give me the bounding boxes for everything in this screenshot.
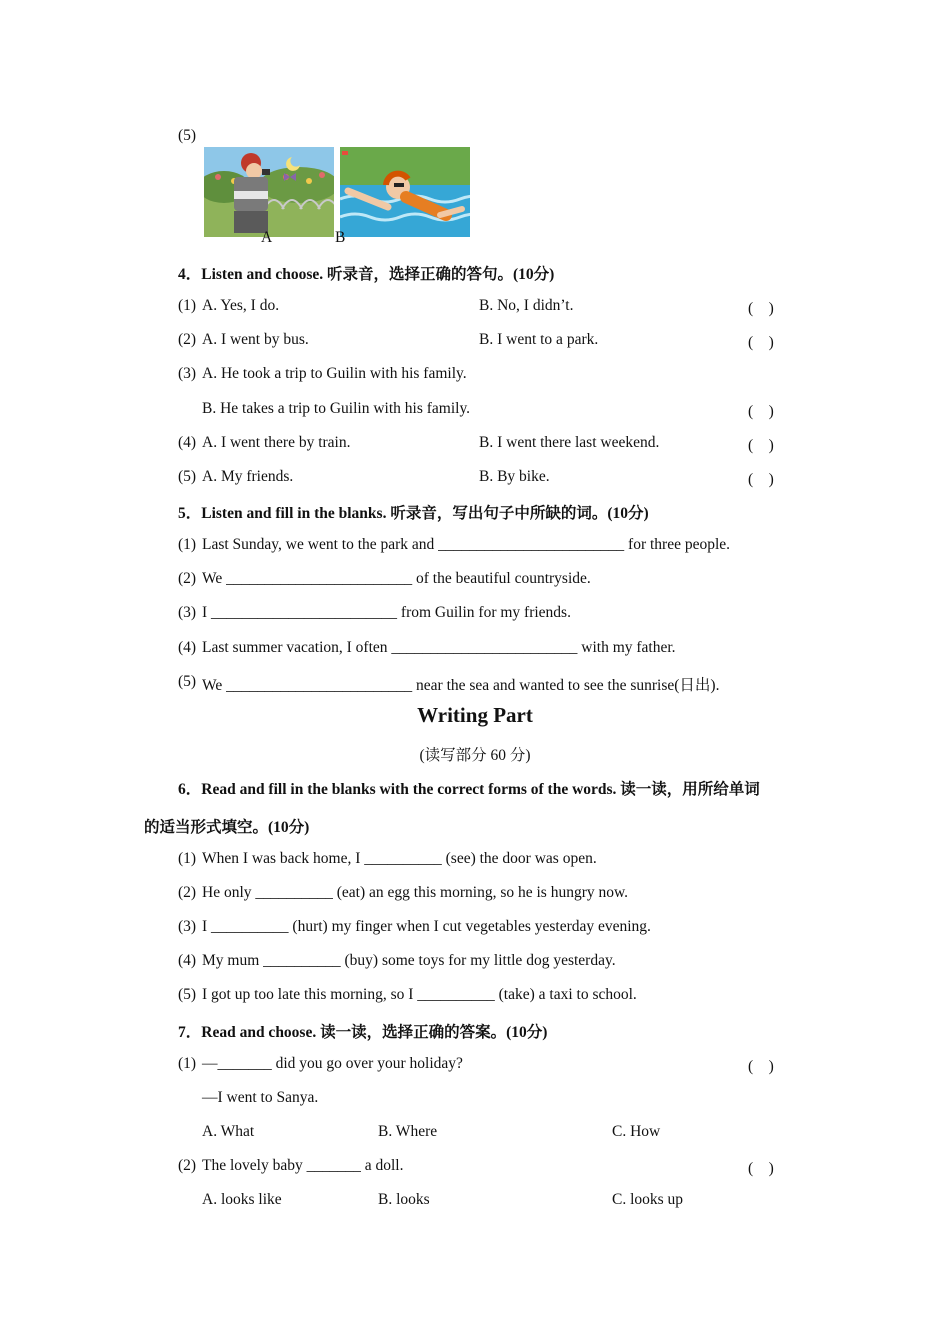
q5-item3-text[interactable]: I ________________________ from Guilin for my friends. xyxy=(202,604,571,621)
q5-item2-text[interactable]: We ________________________ of the beautiful countryside. xyxy=(202,570,591,587)
q4-item4-option-a: A. I went there by train. xyxy=(202,434,351,451)
writing-part-title: Writing Part xyxy=(417,703,533,727)
q4-item5-number: (5) xyxy=(178,468,197,485)
q5-item5-number: (5) xyxy=(178,673,197,690)
q7-item1-answer: —I went to Sanya. xyxy=(202,1089,319,1106)
q5-item1-number: (1) xyxy=(178,536,197,553)
q4-heading: 4．Listen and choose. 听录音，选择正确的答句。(10分) xyxy=(178,266,555,283)
q7-item1-option-a: A. What xyxy=(202,1123,255,1140)
q7-item1-answer-blank[interactable]: ( ) xyxy=(748,1058,774,1075)
q7-item2-answer-blank[interactable]: ( ) xyxy=(748,1160,774,1177)
q4-item2-answer-blank[interactable]: ( ) xyxy=(748,334,774,351)
q6-item4-number: (4) xyxy=(178,952,197,969)
q6-item1-text[interactable]: When I was back home, I __________ (see) the door was open. xyxy=(202,850,597,867)
q6-heading-line2: 的适当形式填空。(10分) xyxy=(144,819,310,836)
q4-item2-option-b: B. I went to a park. xyxy=(479,331,599,348)
q4-item3-option-a: A. He took a trip to Guilin with his family. xyxy=(202,365,467,382)
q4-item1-answer-blank[interactable]: ( ) xyxy=(748,300,774,317)
q3-item5-number: (5) xyxy=(178,127,197,144)
q6-heading-line1: 6．Read and fill in the blanks with the correct forms of the words. 读一读，用所给单词 xyxy=(178,781,760,798)
q7-item2-question: The lovely baby _______ a doll. xyxy=(202,1157,404,1174)
q5-heading: 5．Listen and fill in the blanks. 听录音，写出句子中所缺的词。(10分) xyxy=(178,505,649,522)
q5-item4-text[interactable]: Last summer vacation, I often ________________________ with my father. xyxy=(202,639,676,656)
q7-item1-question: —_______ did you go over your holiday? xyxy=(202,1055,463,1072)
q7-item2-option-b: B. looks xyxy=(378,1191,430,1208)
q7-item1-option-b: B. Where xyxy=(378,1123,438,1140)
q6-item2-text[interactable]: He only __________ (eat) an egg this morning, so he is hungry now. xyxy=(202,884,629,901)
q6-item5-text[interactable]: I got up too late this morning, so I __________ (take) a taxi to school. xyxy=(202,986,637,1003)
q4-item1-option-b: B. No, I didn’t. xyxy=(479,297,574,314)
q7-item2-option-c: C. looks up xyxy=(612,1191,684,1208)
q6-item4-text[interactable]: My mum __________ (buy) some toys for my little dog yesterday. xyxy=(202,952,616,969)
q4-item2-number: (2) xyxy=(178,331,197,348)
q4-item2-option-a: A. I went by bus. xyxy=(202,331,309,348)
q4-item3-option-b: B. He takes a trip to Guilin with his family. xyxy=(202,400,471,417)
q5-item2-number: (2) xyxy=(178,570,197,587)
q7-item2-number: (2) xyxy=(178,1157,197,1174)
q4-item4-option-b: B. I went there last weekend. xyxy=(479,434,660,451)
q4-item4-answer-blank[interactable]: ( ) xyxy=(748,437,774,454)
q5-item1-text[interactable]: Last Sunday, we went to the park and ________________________ for three people. xyxy=(202,536,731,553)
q4-item3-answer-blank[interactable]: ( ) xyxy=(748,403,774,420)
q7-item1-number: (1) xyxy=(178,1055,197,1072)
q5-item3-number: (3) xyxy=(178,604,197,621)
q5-item4-number: (4) xyxy=(178,639,197,656)
q4-item5-answer-blank[interactable]: ( ) xyxy=(748,471,774,488)
q6-item2-number: (2) xyxy=(178,884,197,901)
q6-item3-number: (3) xyxy=(178,918,197,935)
q4-item1-option-a: A. Yes, I do. xyxy=(202,297,280,314)
picture-person-swimming xyxy=(340,147,470,237)
q4-item1-number: (1) xyxy=(178,297,197,314)
q4-item4-number: (4) xyxy=(178,434,197,451)
q7-item2-option-a: A. looks like xyxy=(202,1191,282,1208)
picture-a-label: A xyxy=(261,229,273,246)
q4-item5-option-b: B. By bike. xyxy=(479,468,550,485)
q7-item1-option-c: C. How xyxy=(612,1123,661,1140)
picture-boy-taking-photo xyxy=(204,147,334,237)
q6-item1-number: (1) xyxy=(178,850,197,867)
q6-item3-text[interactable]: I __________ (hurt) my finger when I cut vegetables yesterday evening. xyxy=(202,918,651,935)
picture-b-label: B xyxy=(335,229,346,246)
q4-item5-option-a: A. My friends. xyxy=(202,468,294,485)
q4-item3-number: (3) xyxy=(178,365,197,382)
q7-heading: 7．Read and choose. 读一读，选择正确的答案。(10分) xyxy=(178,1024,548,1041)
q6-item5-number: (5) xyxy=(178,986,197,1003)
q5-item5-text[interactable]: We ________________________ near the sea and wanted to see the sunrise(日出). xyxy=(202,677,720,694)
writing-part-subtitle: (读写部分 60 分) xyxy=(419,747,531,764)
